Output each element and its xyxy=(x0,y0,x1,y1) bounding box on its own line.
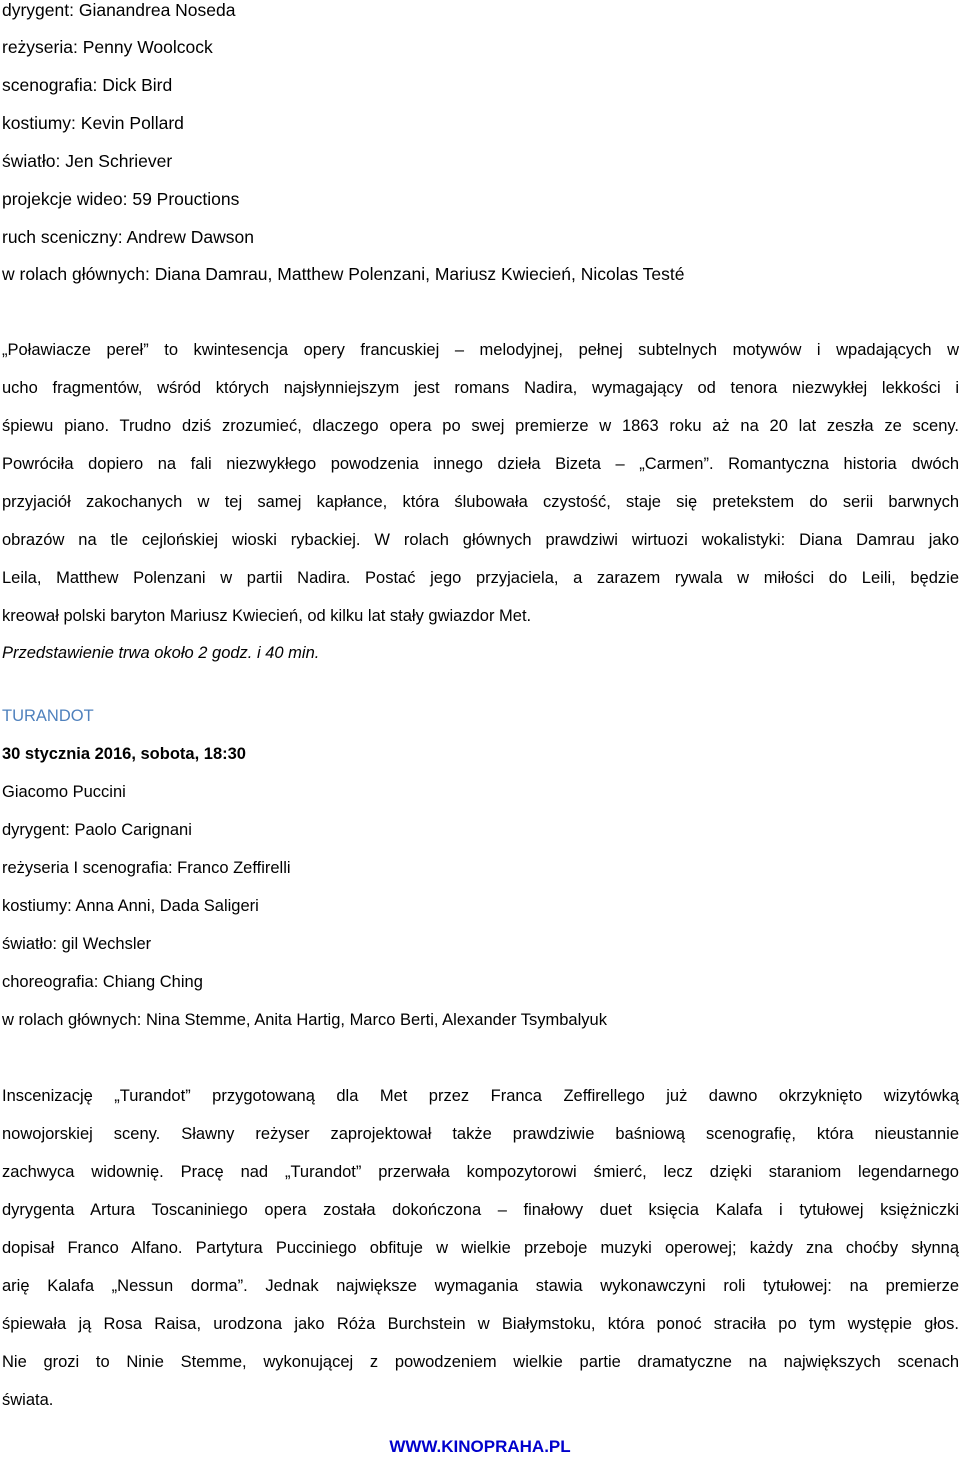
credit-cast: w rolach głównych: Nina Stemme, Anita Hartig, Marco Berti, Alexander Tsymbalyuk xyxy=(2,1011,607,1029)
paragraph-line: przyjaciół zakochanych w tej samej kapłance, która ślubowała czystość, staje się pretekstem do serii barwnych xyxy=(2,493,959,511)
paragraph-line: nowojorskiej sceny. Sławny reżyser zaprojektował także prawdziwie baśniową scenografię, która nieustannie xyxy=(2,1125,959,1143)
description-turandot xyxy=(2,1085,959,1427)
paragraph-line: zachwyca widownię. Pracę nad „Turandot” przerwała kompozytorowi śmierć, lecz dzięki staraniom legendarnego xyxy=(2,1163,959,1181)
credit-conductor: dyrygent: Paolo Carignani xyxy=(2,821,192,839)
credit-movement: ruch sceniczny: Andrew Dawson xyxy=(2,227,254,247)
paragraph-line: śpiewała ją Rosa Raisa, urodzona jako Róża Burchstein w Białymstoku, która ponoć straciła po tym występie głos. xyxy=(2,1315,959,1333)
paragraph-line: dyrygenta Artura Toscaniniego opera została dokończona – finałowy duet księcia Kalafa i tytułowej księżniczki xyxy=(2,1201,959,1219)
composer: Giacomo Puccini xyxy=(2,783,126,801)
credit-director: reżyseria I scenografia: Franco Zeffirelli xyxy=(2,859,291,877)
website-link[interactable]: WWW.KINOPRAHA.PL xyxy=(389,1437,571,1456)
credit-lighting: światło: Jen Schriever xyxy=(2,151,173,171)
paragraph-line: Leila, Matthew Polenzani w partii Nadira. Postać jego przyjaciela, a zarazem rywala w miłości do Leili, będzie xyxy=(2,569,959,587)
credit-set-design: scenografia: Dick Bird xyxy=(2,75,173,95)
paragraph-line: Inscenizację „Turandot” przygotowaną dla Met przez Franca Zeffirellego już dawno okrzyknięto wizytówką xyxy=(2,1087,959,1105)
credit-conductor: dyrygent: Gianandrea Noseda xyxy=(2,0,236,20)
credit-costumes: kostiumy: Kevin Pollard xyxy=(2,113,184,133)
paragraph-line: świata. xyxy=(2,1391,54,1409)
paragraph-line: Powróciła dopiero na fali niezwykłego powodzenia innego dzieła Bizeta – „Carmen”. Romantyczna historia dwóch xyxy=(2,455,959,473)
paragraph-line: śpiewu piano. Trudno dziś zrozumieć, dlaczego opera po swej premierze w 1863 roku aż na 20 lat zeszła ze sceny. xyxy=(2,417,959,435)
description-pearl-fishers xyxy=(2,339,959,643)
paragraph-line: arię Kalafa „Nessun dorma”. Jednak największe wymagania stawia wykonawczyni roli tytułowej: na premierze xyxy=(2,1277,959,1295)
paragraph-line: Nie grozi to Ninie Stemme, wykonującej z powodzeniem wielkie partie dramatyczne na największych scenach xyxy=(2,1353,959,1371)
credit-video: projekcje wideo: 59 Prouctions xyxy=(2,189,240,209)
credit-cast: w rolach głównych: Diana Damrau, Matthew Polenzani, Mariusz Kwiecień, Nicolas Testé xyxy=(2,264,685,284)
credit-costumes: kostiumy: Anna Anni, Dada Saligeri xyxy=(2,897,259,915)
paragraph-line: kreował polski baryton Mariusz Kwiecień, od kilku lat stały gwiazdor Met. xyxy=(2,607,532,625)
paragraph-line: „Poławiacze pereł” to kwintesencja opery francuskiej – melodyjnej, pełnej subtelnych motywów i wpadających w xyxy=(2,341,959,359)
credit-choreography: choreografia: Chiang Ching xyxy=(2,973,203,991)
footer xyxy=(0,1437,960,1457)
duration-note: Przedstawienie trwa około 2 godz. i 40 min. xyxy=(2,644,320,662)
section-title: TURANDOT xyxy=(2,707,94,725)
credit-lighting: światło: gil Wechsler xyxy=(2,935,152,953)
credit-director: reżyseria: Penny Woolcock xyxy=(2,37,213,57)
performance-date: 30 stycznia 2016, sobota, 18:30 xyxy=(2,745,246,763)
paragraph-line: obrazów na tle cejlońskiej wioski rybackiej. W rolach głównych prawdziwi wirtuozi wokalistyki: Diana Damrau jako xyxy=(2,531,959,549)
paragraph-line: ucho fragmentów, wśród których najsłynniejszym jest romans Nadira, wymagający od tenora niezwykłej lekkości i xyxy=(2,379,959,397)
paragraph-line: dopisał Franco Alfano. Partytura Pucciniego obfituje w wielkie przeboje muzyki operowej; każdy zna choćby słynną xyxy=(2,1239,959,1257)
